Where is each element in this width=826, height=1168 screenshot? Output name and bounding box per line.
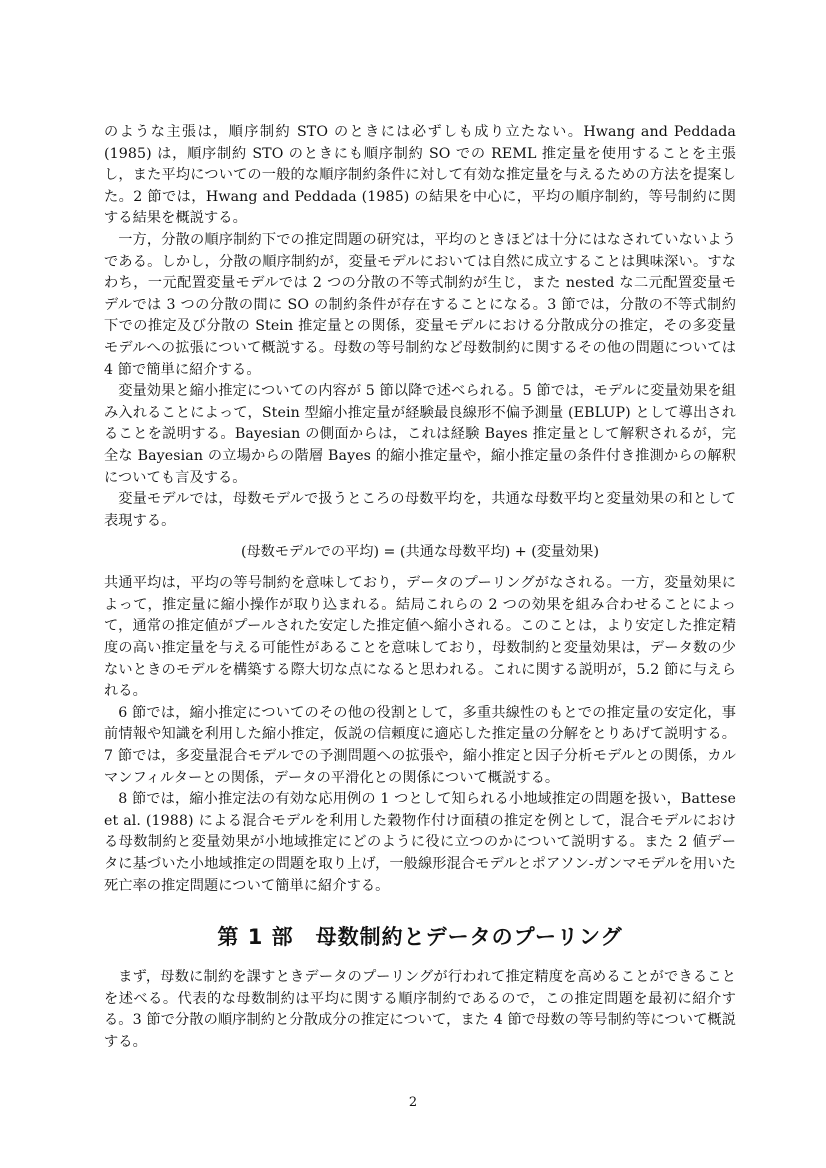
paragraph-random-effects: 変量効果と縮小推定についての内容が 5 節以降で述べられる。5 節では，モデルに変量効果を組み入れることによって，Stein 型縮小推定量が経験最良線形不偏予測量 (EBLUP) として導出されることを説明する。Bayesian の側面からは，これは経験 Bayes 推定量として解釈されるが，完全な Bayesian の立場からの階層 Bayes 的縮小推定量や，縮小推定量の条件付き推測からの解釈についても言及する。 [104,383,736,486]
paragraph-continuation: のような主張は，順序制約 STO のときには必ずしも成り立たない。Hwang and Peddada (1985) は，順序制約 STO のときにも順序制約 SO での REML 推定量を使用することを主張し，また平均についての一般的な順序制約条件に対して有効な推定量を与えるための方法を提案した。2 節では，Hwang and Peddada (1985) の結果を中心に，平均の順序制約，等号制約に関する結果を概説する。 [104,124,736,227]
paragraph-variable-model: 変量モデルでは，母数モデルで扱うところの母数平均を，共通な母数平均と変量効果の和として表現する。 [104,491,736,529]
paragraph-section8: 8 節では，縮小推定法の有効な応用例の 1 つとして知られる小地域推定の問題を扱い，Battese et al. (1988) による混合モデルを利用した穀物作付け面積の推定を例として，混合モデルにおける母数制約と変量効果が小地域推定にどのように役に立つのかについて説明する。また 2 値データに基づいた小地域推定の問題を取り上げ，一般線形混合モデルとポアソン-ガンマモデルを用いた死亡率の推定問題について簡単に紹介する。 [104,791,736,894]
paragraph-section6: 6 節では，縮小推定についてのその他の役割として，多重共線性のもとでの推定量の安定化，事前情報や知識を利用した縮小推定，仮説の信頼度に適応した推定量の分解をとりあげて説明する。7 節では，多変量混合モデルでの予測問題への拡張や，縮小推定と因子分析モデルとの関係，カルマンフィルターとの関係，データの平滑化との関係について概説する。 [104,704,736,786]
paragraph-variance-order: 一方，分散の順序制約下での推定問題の研究は，平均のときほどは十分にはなされていないようである。しかし，分散の順序制約が，変量モデルにおいては自然に成立することは興味深い。すなわち，一元配置変量モデルでは 2 つの分散の不等式制約が生じ，また nested な二元配置変量モデルでは 3 つの分散の間に SO の制約条件が存在することになる。3 節では，分散の不等式制約下での推定及び分散の Stein 推定量との関係，変量モデルにおける分散成分の推定，その多変量モデルへの拡張について概説する。母数の等号制約など母数制約に関するその他の問題については 4 節で簡単に紹介する。 [104,231,736,378]
page-number: 2 [408,1095,418,1110]
paragraph-part1-intro: まず，母数に制約を課すときデータのプーリングが行われて推定精度を高めることができることを述べる。代表的な母数制約は平均に関する順序制約であるので，この推定問題を最初に紹介する。3 節で分散の順序制約と分散成分の推定について，また 4 節で母数の等号制約等について概説する。 [104,969,736,1050]
display-equation: (母数モデルでの平均) = (共通な母数平均) + (変量効果) [240,544,600,561]
page-body [104,122,736,1054]
paragraph-common-mean: 共通平均は，平均の等号制約を意味しており，データのプーリングがなされる。一方，変量効果によって，推定量に縮小操作が取り込まれる。結局これらの 2 つの効果を組み合わせることによって，通常の推定値がプールされた安定した推定値へ縮小される。このことは，より安定した推定精度の高い推定量を与える可能性があることを意味しており，母数制約と変量効果は，データ数の少ないときのモデルを構築する際大切な点になると思われる。これに関する説明が，5.2 節に与えられる。 [104,575,736,700]
section-heading: 第 1 部 母数制約とデータのプーリング [217,925,623,950]
